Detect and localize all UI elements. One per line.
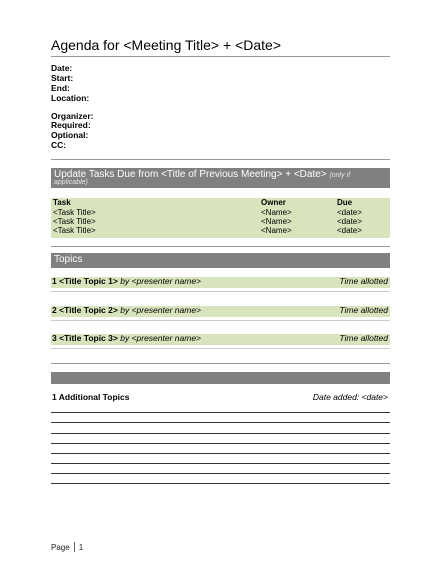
notes-line[interactable] (51, 463, 390, 464)
meta-rule (51, 159, 390, 160)
update-tasks-heading: Update Tasks Due from <Title of Previous Meeting> + <Date> (54, 169, 327, 180)
task-column-header: Task (53, 198, 71, 207)
update-tasks-header (51, 168, 390, 188)
table-row (51, 208, 390, 217)
topics-end-rule (51, 363, 390, 364)
meta-cc-label: CC: (51, 140, 67, 150)
footer-separator (74, 542, 75, 552)
topic-name[interactable] (52, 333, 201, 343)
agenda-title: Agenda for <Meeting Title> + <Date> (51, 37, 281, 53)
topic-rule (51, 348, 390, 349)
topic-number: 1 (52, 276, 57, 286)
meta-required-label: Required: (51, 120, 91, 130)
topic-name[interactable] (52, 276, 201, 286)
due-column-header: Due (337, 198, 353, 207)
task-owner[interactable]: <Name> (261, 208, 292, 217)
topic-presenter: by <presenter name> (120, 305, 202, 315)
meta-organizer-label: Organizer: (51, 111, 94, 121)
notes-line[interactable] (51, 412, 390, 413)
topic-number: 2 (52, 305, 57, 315)
additional-topics-header (51, 372, 390, 384)
task-title[interactable]: <Task Title> (53, 208, 96, 217)
topic-name[interactable] (52, 305, 201, 315)
notes-line[interactable] (51, 443, 390, 444)
title-rule (51, 56, 390, 57)
topic-number: 3 (52, 333, 57, 343)
task-owner[interactable]: <Name> (261, 217, 292, 226)
tasks-table (51, 198, 390, 238)
page-number: 1 (78, 543, 84, 552)
topic-presenter: by <presenter name> (120, 333, 202, 343)
meta-end-label: End: (51, 83, 70, 93)
notes-line[interactable] (51, 433, 390, 434)
notes-line[interactable] (51, 473, 390, 474)
tasks-header-row (51, 198, 390, 207)
topic-row-1 (51, 273, 390, 287)
task-due[interactable]: <date> (337, 217, 362, 226)
meta-optional-label: Optional: (51, 130, 89, 140)
topics-header (51, 253, 390, 268)
topics-heading: Topics (54, 254, 83, 265)
topic-row-3 (51, 330, 390, 344)
page-footer (51, 542, 83, 552)
task-title[interactable]: <Task Title> (53, 217, 96, 226)
task-due[interactable]: <date> (337, 208, 362, 217)
notes-line[interactable] (51, 483, 390, 484)
additional-topics-label: 1 Additional Topics (52, 392, 130, 402)
owner-column-header: Owner (261, 198, 286, 207)
date-added[interactable]: Date added: <date> (312, 392, 388, 402)
topic-title: <Title Topic 3> (59, 333, 118, 343)
topic-time-allotted[interactable]: Time allotted (339, 305, 388, 315)
topic-row-2 (51, 302, 390, 316)
topic-rule (51, 291, 390, 292)
notes-line[interactable] (51, 453, 390, 454)
topic-title: <Title Topic 2> (59, 305, 118, 315)
task-owner[interactable]: <Name> (261, 226, 292, 235)
topic-time-allotted[interactable]: Time allotted (339, 276, 388, 286)
topic-presenter: by <presenter name> (120, 276, 202, 286)
meta-location-label: Location: (51, 93, 90, 103)
meta-date-label: Date: (51, 63, 73, 73)
page-label: Page (51, 543, 70, 552)
update-tasks-note: (only if (329, 172, 351, 179)
topic-title: <Title Topic 1> (59, 276, 118, 286)
table-row (51, 217, 390, 226)
topic-rule (51, 320, 390, 321)
table-row (51, 226, 390, 235)
tasks-rule (51, 246, 390, 247)
notes-line[interactable] (51, 422, 390, 423)
task-title[interactable]: <Task Title> (53, 226, 96, 235)
meta-start-label: Start: (51, 73, 74, 83)
topic-time-allotted[interactable]: Time allotted (339, 333, 388, 343)
update-tasks-note-cont: applicable) (54, 179, 88, 186)
task-due[interactable]: <date> (337, 226, 362, 235)
